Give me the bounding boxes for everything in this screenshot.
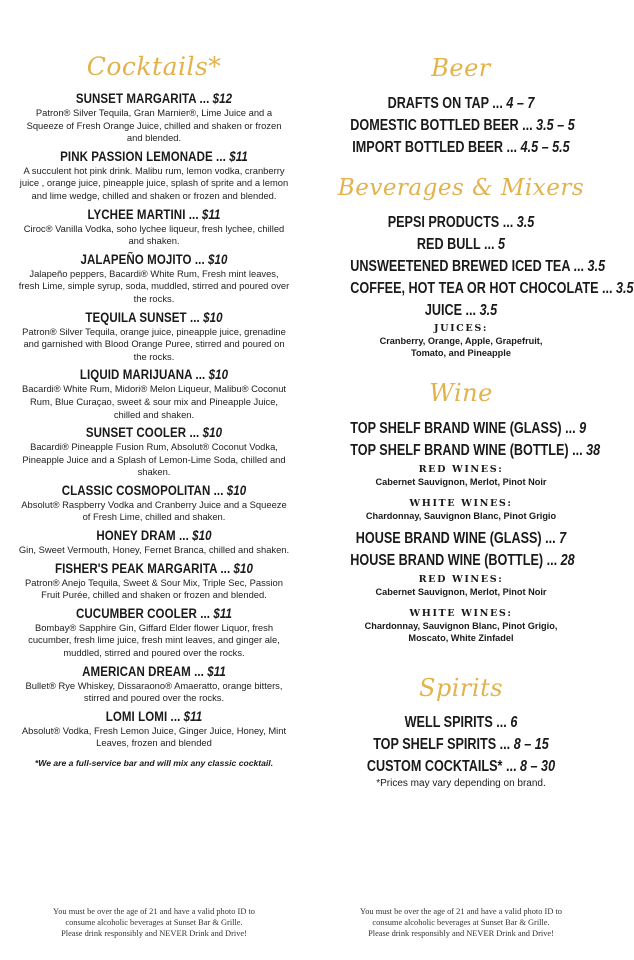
beer-row [350, 137, 571, 159]
beer-name: IMPORT BOTTLED BEER [352, 139, 504, 156]
cocktail-price: $10 [192, 528, 212, 544]
cocktail-price: $12 [212, 91, 233, 106]
cocktail-item [18, 561, 290, 602]
beverage-row [350, 300, 571, 322]
spirit-name: WELL SPIRITS [404, 714, 493, 731]
price-separator: ... [502, 214, 514, 231]
cocktail-name-line [37, 606, 271, 622]
top-shelf-wine-name: TOP SHELF BRAND WINE (BOTTLE) [350, 442, 569, 459]
white-wines-list-2a: Chardonnay, Sauvignon Blanc, Pinot Grigio, [364, 621, 558, 631]
spirits-heading: Spirits [418, 674, 504, 702]
price-separator: ... [199, 91, 210, 106]
spirit-name: TOP SHELF SPIRITS [373, 736, 497, 753]
drinks-column [326, 0, 634, 790]
juices-line-1: Cranberry, Orange, Apple, Grapefruit, [379, 336, 543, 346]
cocktail-name: CLASSIC COSMOPOLITAN [61, 482, 211, 498]
cocktail-description: Absolut® Vodka, Fresh Lemon Juice, Ginger Juice, Honey, Mint Leaves, frozen and blended [21, 724, 287, 749]
red-wines-list-2: Cabernet Sauvignon, Merlot, Pinot Noir [375, 587, 547, 597]
price-separator: ... [565, 420, 576, 437]
top-shelf-wine-price: 9 [579, 420, 587, 437]
beverage-row [350, 256, 606, 278]
price-separator: ... [546, 552, 558, 569]
right-footer-line-2: consume alcoholic beverages at Sunset Bar & Grille. [372, 918, 550, 927]
cocktail-name: TEQUILA SUNSET [85, 309, 187, 325]
cocktail-price: $11 [213, 605, 233, 621]
cocktail-name-line [37, 709, 271, 725]
cocktail-name-line [37, 310, 271, 326]
cocktail-price: $10 [233, 560, 254, 576]
price-separator: ... [195, 367, 206, 383]
cocktail-item [18, 528, 290, 557]
cocktail-item [18, 149, 290, 203]
house-wine-price: 28 [560, 552, 575, 569]
juices-line-2: Tomato, and Pineapple [411, 348, 511, 358]
cocktail-name-line [37, 367, 271, 383]
cocktail-item [18, 606, 290, 660]
red-wines-heading-2: RED WINES: [418, 574, 504, 585]
cocktail-price: $11 [207, 663, 226, 679]
beverage-price: 3.5 [587, 258, 606, 275]
beverage-price: 3.5 [516, 214, 535, 231]
cocktail-description: Absolut® Raspberry Vodka and Cranberry Juice and a Squeeze of Fresh Lime, chilled and shaken. [21, 498, 287, 523]
cocktail-description: Bacardi® White Rum, Midori® Melon Liqueur, Malibu® Coconut Rum, Blue Curaçao, sweet & sour mix and Pineapple Juice, chilled and shaken. [21, 383, 287, 420]
prices-vary-note: *Prices may vary depending on brand. [376, 778, 546, 789]
left-footer-line-3: Please drink responsibly and NEVER Drink and Drive! [61, 929, 247, 938]
cocktail-description: Jalapeño peppers, Bacardi® White Rum, Fresh mint leaves, fresh Lime, simple syrup, soda, muddled, stirred and poured over the rocks. [18, 267, 290, 304]
cocktail-name: JALAPEÑO MOJITO [80, 251, 192, 267]
spirit-price: 8 – 15 [513, 736, 549, 753]
price-separator: ... [188, 206, 199, 222]
cocktail-name: SUNSET MARGARITA [75, 91, 197, 106]
cocktail-name-line [37, 528, 271, 544]
beverage-price: 3.5 [616, 280, 634, 297]
beverages-heading: Beverages & Mixers [337, 175, 585, 201]
cocktail-name-line [37, 91, 271, 107]
cocktail-description: Bombay® Sapphire Gin, Giffard Elder flower Liquor, fresh cucumber, fresh lime juice, fresh mint leaves, and ginger ale, muddled, stirred and poured over the rocks. [28, 621, 280, 659]
cocktail-item [18, 367, 290, 421]
cocktail-price: $11 [183, 708, 203, 724]
cocktails-column [18, 0, 290, 768]
price-separator: ... [602, 280, 613, 297]
juices-heading: JUICES: [433, 323, 488, 334]
white-wines-list-2b: Moscato, White Zinfadel [408, 633, 514, 643]
price-separator: ... [505, 758, 517, 775]
beer-name: DRAFTS ON TAP [387, 95, 489, 112]
cocktail-description: Patron® Silver Tequila, Gran Marnier®, Lime Juice and a Squeeze of Fresh Orange Juice, chilled and shaken or frozen and blended. [26, 107, 282, 144]
beverage-price: 3.5 [479, 302, 498, 319]
price-separator: ... [499, 736, 511, 753]
cocktail-name: LIQUID MARIJUANA [79, 367, 193, 383]
cocktail-name: SUNSET COOLER [85, 425, 187, 441]
cocktail-list [18, 91, 290, 750]
top-shelf-wine-row [350, 440, 601, 462]
cocktail-description: Ciroc® Vanilla Vodka, soho lychee liqueur, fresh lychee, chilled and shaken. [23, 222, 285, 247]
cocktail-name-line [37, 207, 271, 223]
left-footer-line-1: You must be over the age of 21 and have a valid photo ID to [53, 907, 255, 916]
beer-row [350, 93, 571, 115]
beverage-name: RED BULL [416, 236, 481, 253]
beer-heading: Beer [431, 54, 491, 82]
beer-price: 3.5 – 5 [536, 117, 575, 134]
full-service-note: *We are a full-service bar and will mix any classic cocktail. [34, 758, 274, 768]
wine-heading: Wine [429, 379, 493, 407]
price-separator: ... [213, 482, 224, 498]
cocktail-item [18, 425, 290, 479]
house-wine-list [326, 528, 596, 572]
cocktail-item [18, 207, 290, 248]
price-separator: ... [170, 708, 181, 724]
cocktail-description: Bacardi® Pineapple Fusion Rum, Absolut® Coconut Vodka, Pineapple Juice and a Splash of Lemon-Lime Soda, chilled and shaken. [22, 441, 286, 478]
spirit-name: CUSTOM COCKTAILS* [366, 758, 503, 775]
beer-price: 4 – 7 [506, 95, 535, 112]
beverage-name: JUICE [424, 302, 463, 319]
beverage-name: COFFEE, HOT TEA OR HOT CHOCOLATE [350, 280, 599, 297]
cocktail-name: FISHER'S PEAK MARGARITA [54, 560, 218, 576]
house-wine-row [350, 550, 575, 572]
cocktail-name-line [37, 483, 271, 499]
spirit-price: 8 – 30 [520, 758, 556, 775]
price-separator: ... [484, 236, 495, 253]
house-wine-row [350, 528, 571, 550]
beer-price: 4.5 – 5.5 [520, 139, 570, 156]
price-separator: ... [194, 251, 205, 267]
cocktail-name: PINK PASSION LEMONADE [60, 148, 213, 164]
top-shelf-wine-price: 38 [586, 442, 601, 459]
cocktail-name-line [37, 425, 271, 441]
house-wine-name: HOUSE BRAND WINE (BOTTLE) [350, 552, 544, 569]
price-separator: ... [573, 258, 585, 275]
spirit-row [350, 712, 571, 734]
white-wines-heading-1: WHITE WINES: [409, 498, 513, 509]
left-footer-line-2: consume alcoholic beverages at Sunset Bar & Grille. [65, 918, 243, 927]
cocktail-name-line [37, 252, 271, 268]
beverage-row [350, 212, 571, 234]
cocktail-description: Patron® Silver Tequila, orange juice, pineapple juice, grenadine and garnished with Blood Orange Puree, stirred and poured on the rocks. [22, 325, 286, 362]
beverage-row [350, 278, 634, 300]
beer-row [350, 115, 575, 137]
cocktail-price: $10 [208, 367, 229, 383]
beer-list [326, 93, 596, 159]
left-footer [18, 906, 290, 939]
beer-name: DOMESTIC BOTTLED BEER [350, 117, 519, 134]
beverages-list [326, 212, 634, 322]
white-wines-list-1: Chardonnay, Sauvignon Blanc, Pinot Grigio [365, 511, 557, 521]
cocktail-name: HONEY DRAM [96, 528, 176, 544]
cocktail-item [18, 252, 290, 306]
cocktail-price: $10 [202, 425, 223, 441]
price-separator: ... [465, 302, 477, 319]
spirit-price: 6 [510, 714, 518, 731]
price-separator: ... [220, 560, 231, 576]
cocktail-name-line [37, 664, 271, 680]
price-separator: ... [496, 714, 507, 731]
price-separator: ... [189, 425, 200, 441]
cocktail-price: $11 [229, 148, 248, 164]
right-footer-line-3: Please drink responsibly and NEVER Drink and Drive! [368, 929, 554, 938]
price-separator: ... [522, 117, 533, 134]
top-shelf-wine-list [326, 418, 601, 462]
beverage-name: PEPSI PRODUCTS [387, 214, 500, 231]
spirit-row [350, 734, 571, 756]
price-separator: ... [200, 605, 211, 621]
red-wines-heading-1: RED WINES: [418, 464, 504, 475]
cocktail-item [18, 91, 290, 145]
right-footer [326, 906, 596, 939]
price-separator: ... [492, 95, 503, 112]
cocktail-price: $10 [203, 309, 223, 325]
price-separator: ... [178, 528, 189, 544]
cocktail-price: $10 [226, 482, 247, 498]
cocktail-name: LYCHEE MARTINI [87, 206, 186, 222]
price-separator: ... [572, 442, 583, 459]
cocktail-item [18, 310, 290, 364]
beverage-price: 5 [498, 236, 506, 253]
cocktail-name: CUCUMBER COOLER [75, 605, 197, 621]
cocktail-name: AMERICAN DREAM [82, 663, 191, 679]
cocktail-price: $10 [208, 251, 228, 267]
cocktail-price: $11 [201, 206, 221, 222]
cocktail-name: LOMI LOMI [105, 708, 168, 724]
cocktail-description: Gin, Sweet Vermouth, Honey, Fernet Branca, chilled and shaken. [18, 544, 290, 556]
cocktail-description: A succulent hot pink drink. Malibu rum, lemon vodka, cranberry juice , orange juice, pineapple juice, splash of sprite and a lemon and lime wedge, chilled and shaken or frozen and blended. [19, 164, 289, 201]
spirit-row [350, 756, 571, 778]
house-wine-name: HOUSE BRAND WINE (GLASS) [355, 530, 542, 547]
cocktail-description: Bullet® Rye Whiskey, Dissaraono® Amaeratto, orange bitters, stirred and poured over the rocks. [25, 679, 283, 704]
spirits-list [326, 712, 596, 778]
right-footer-line-1: You must be over the age of 21 and have a valid photo ID to [360, 907, 562, 916]
cocktail-description: Patron® Anejo Tequila, Sweet & Sour Mix, Triple Sec, Passion Fruit Purée, chilled and shaken or frozen and blended. [25, 576, 283, 601]
price-separator: ... [189, 309, 200, 325]
price-separator: ... [216, 148, 226, 164]
top-shelf-wine-name: TOP SHELF BRAND WINE (GLASS) [350, 420, 562, 437]
white-wines-heading-2: WHITE WINES: [409, 608, 513, 619]
price-separator: ... [506, 139, 518, 156]
beverage-row [350, 234, 571, 256]
cocktail-item [18, 709, 290, 750]
cocktail-item [18, 664, 290, 705]
price-separator: ... [194, 663, 204, 679]
house-wine-price: 7 [559, 530, 567, 547]
cocktail-name-line [37, 149, 271, 165]
top-shelf-wine-row [350, 418, 587, 440]
cocktail-name-line [37, 561, 271, 577]
red-wines-list-1: Cabernet Sauvignon, Merlot, Pinot Noir [375, 477, 547, 487]
beverage-name: UNSWEETENED BREWED ICED TEA [350, 258, 571, 275]
price-separator: ... [545, 530, 556, 547]
cocktails-heading: Cocktails* [86, 52, 222, 81]
cocktail-item [18, 483, 290, 524]
